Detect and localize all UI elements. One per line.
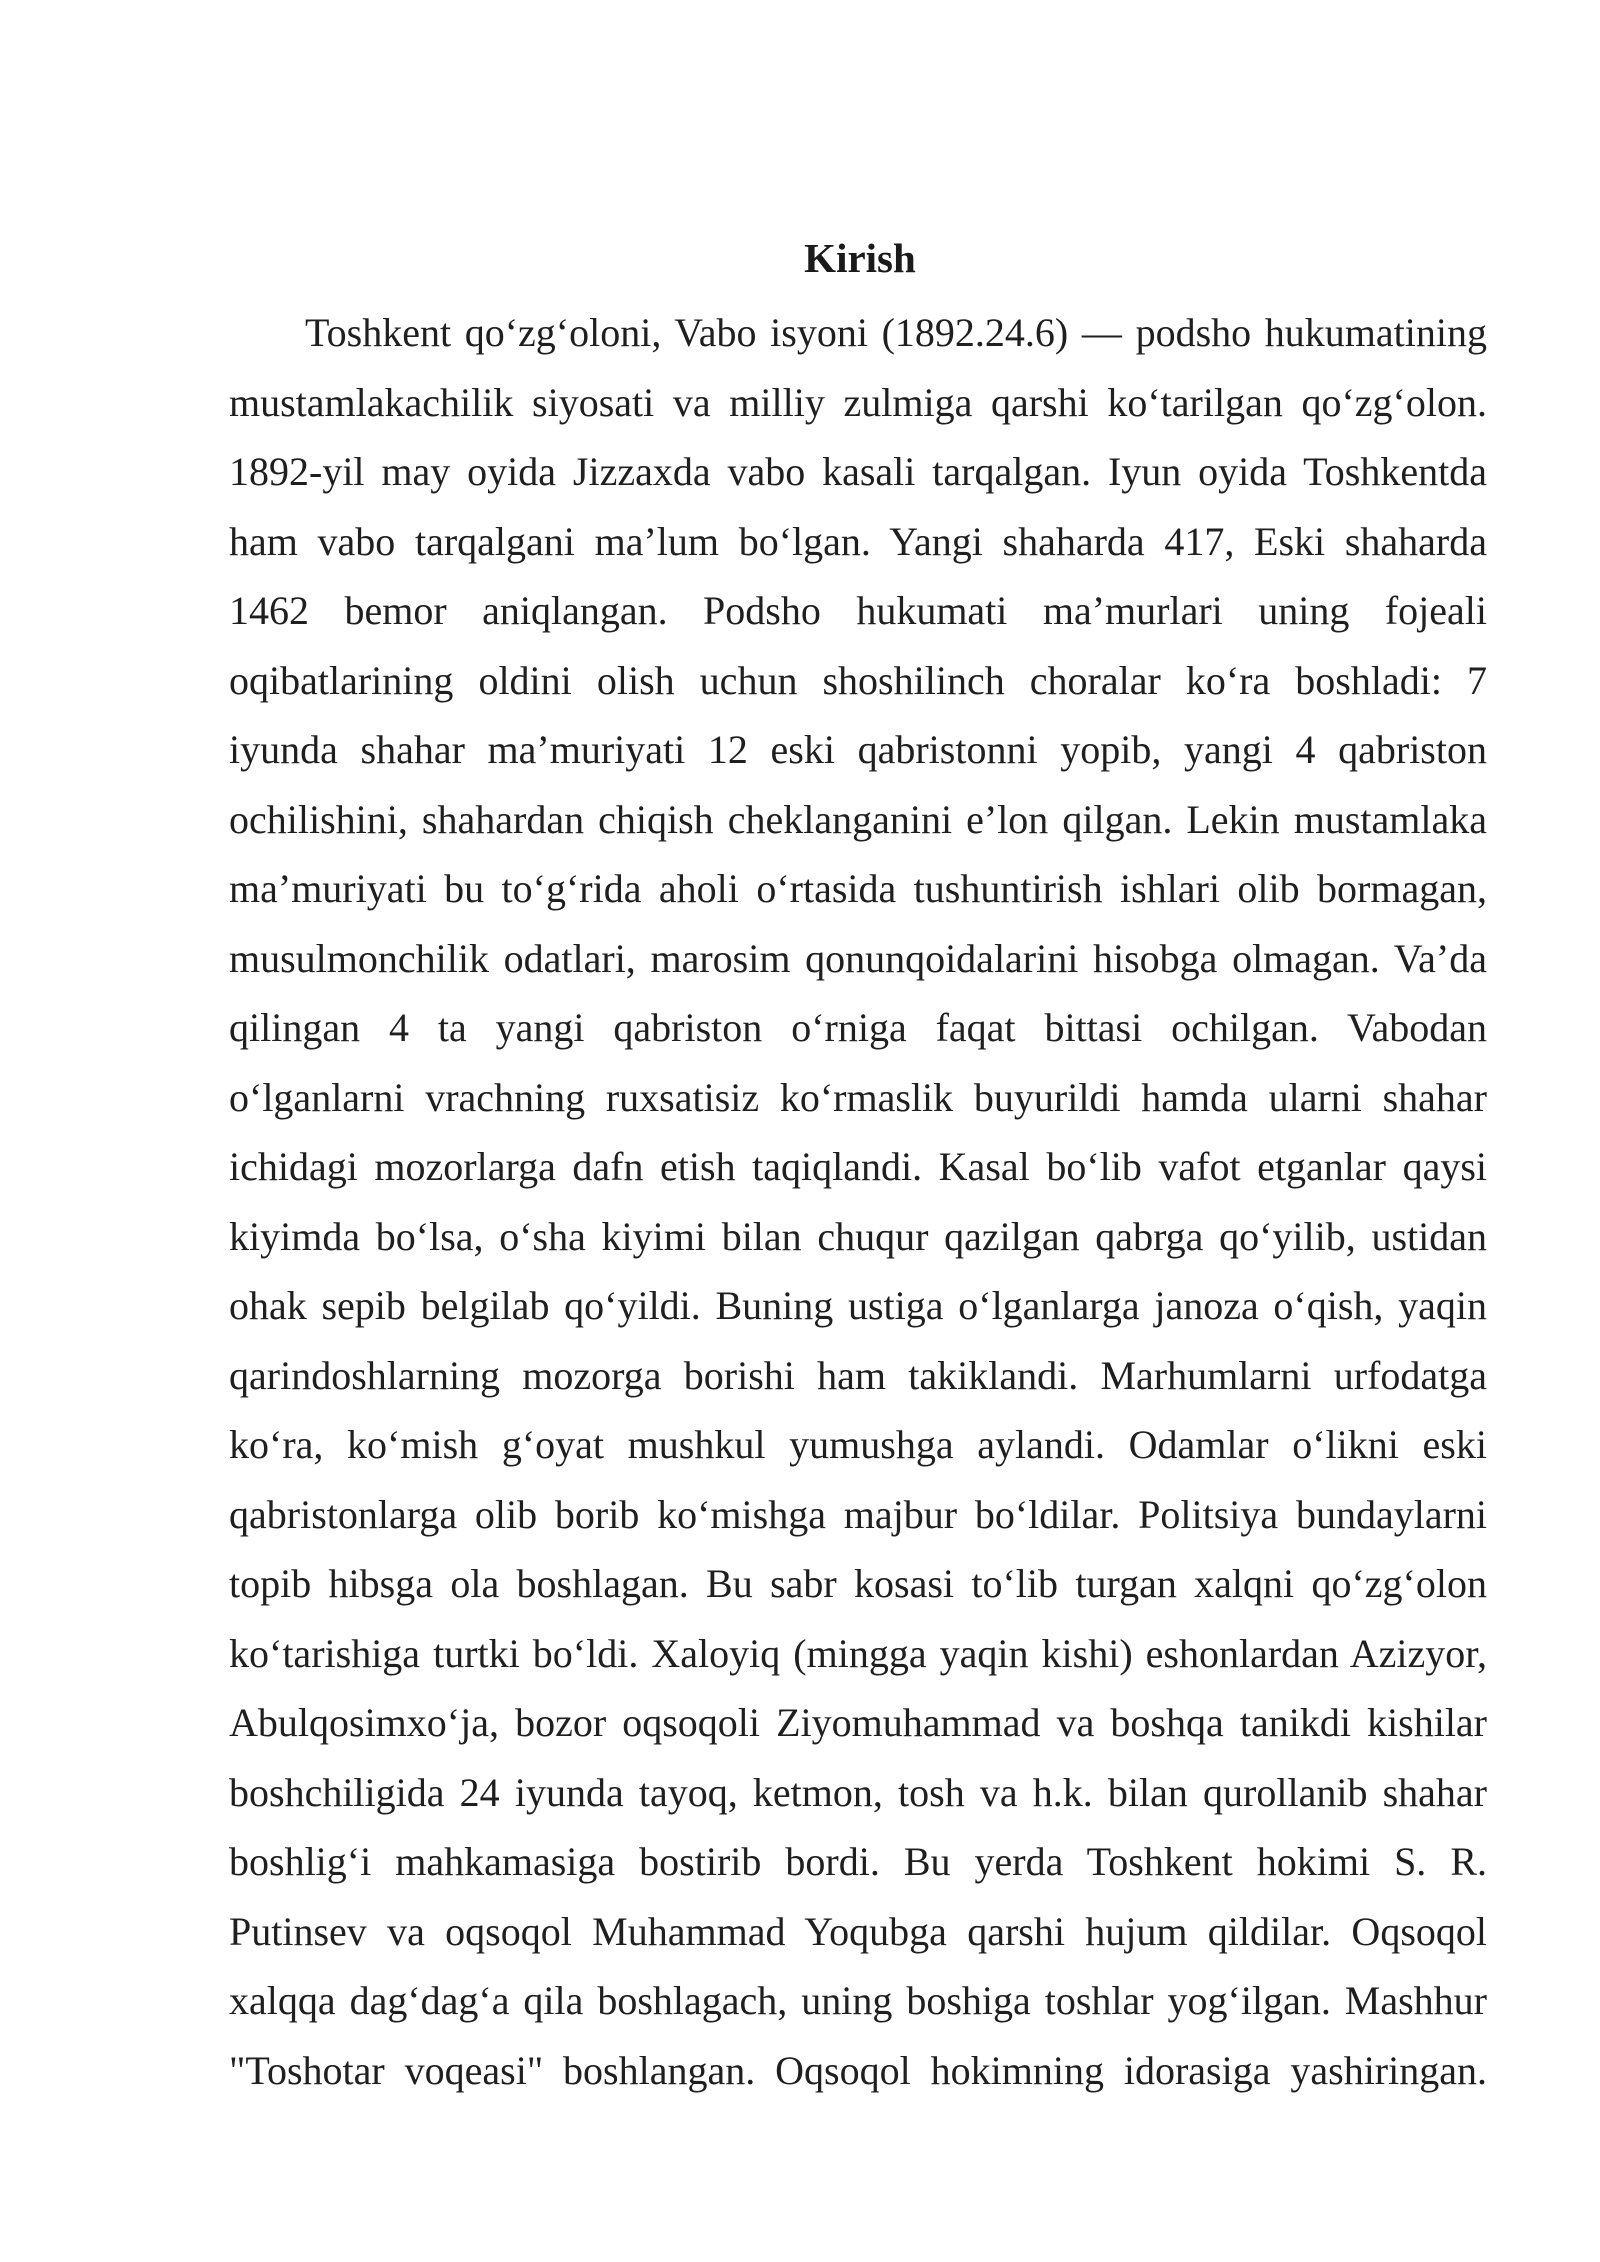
text-line: o‘lganlarni vrachning ruxsatisiz ko‘rmaslik buyurildi hamda ularni shahar: [229, 1074, 1487, 1120]
text-line: topib hibsga ola boshlagan. Bu sabr kosasi to‘lib turgan xalqni qo‘zg‘olon: [229, 1561, 1487, 1606]
text-line: ochilishini, shahardan chiqish cheklanganini e’lon qilgan. Lekin mustamlaka: [229, 796, 1487, 842]
text-line: ichidagi mozorlarga dafn etish taqiqlandi. Kasal bo‘lib vafot etganlar qaysi: [229, 1144, 1487, 1189]
text-line: musulmonchilik odatlari, marosim qonunqoidalarini hisobga olmagan. Va’da: [229, 935, 1487, 981]
text-line: boshchiligida 24 iyunda tayoq, ketmon, tosh va h.k. bilan qurollanib shahar: [229, 1769, 1487, 1815]
text-line: qabristonlarga olib borib ko‘mishga majbur bo‘ldilar. Politsiya bundaylarni: [229, 1491, 1487, 1537]
text-line: ohak sepib belgilab qo‘yildi. Buning ustiga o‘lganlarga janoza o‘qish, yaqin: [229, 1283, 1487, 1328]
text-line: boshlig‘i mahkamasiga bostirib bordi. Bu yerda Toshkent hokimi S. R.: [229, 1839, 1487, 1884]
text-line: ma’muriyati bu to‘g‘rida aholi o‘rtasida tushuntirish ishlari olib bormagan,: [229, 866, 1487, 911]
text-line: oqibatlarining oldini olish uchun shoshilinch choralar ko‘ra boshladi: 7: [229, 657, 1487, 703]
text-line: mustamlakachilik siyosati va milliy zulmiga qarshi ko‘tarilgan qo‘zg‘olon.: [229, 379, 1487, 425]
text-line: "Toshotar voqeasi" boshlangan. Oqsoqol hokimning idorasiga yashiringan.: [229, 2047, 1487, 2093]
text-line: qarindoshlarning mozorga borishi ham takiklandi. Marhumlarni urfodatga: [229, 1352, 1487, 1398]
text-line: ham vabo tarqalgani ma’lum bo‘lgan. Yangi shaharda 417, Eski shaharda: [229, 518, 1487, 564]
text-line: qilingan 4 ta yangi qabriston o‘rniga faqat bittasi ochilgan. Vabodan: [229, 1005, 1487, 1050]
section-heading: Kirish: [804, 235, 916, 281]
text-line: ko‘ra, ko‘mish g‘oyat mushkul yumushga aylandi. Odamlar o‘likni eski: [229, 1422, 1487, 1467]
text-line: ko‘tarishiga turtki bo‘ldi. Xaloyiq (mingga yaqin kishi) eshonlardan Azizyor,: [229, 1630, 1487, 1676]
text-line: 1462 bemor aniqlangan. Podsho hukumati ma’murlari uning fojeali: [229, 588, 1487, 633]
body-paragraph: [229, 298, 1487, 2105]
text-line: 1892-yil may oyida Jizzaxda vabo kasali tarqalgan. Iyun oyida Toshkentda: [229, 449, 1487, 494]
text-line: iyunda shahar ma’muriyati 12 eski qabristonni yopib, yangi 4 qabriston: [229, 727, 1487, 772]
text-line: xalqqa dag‘dag‘a qila boshlagach, uning boshiga toshlar yog‘ilgan. Mashhur: [229, 1978, 1487, 2023]
text-line: kiyimda bo‘lsa, o‘sha kiyimi bilan chuqur qazilgan qabrga qo‘yilib, ustidan: [229, 1213, 1487, 1259]
text-line: Toshkent qo‘zg‘oloni, Vabo isyoni (1892.24.6) — podsho hukumatining: [305, 310, 1487, 355]
text-line: Putinsev va oqsoqol Muhammad Yoqubga qarshi hujum qildilar. Oqsoqol: [229, 1908, 1487, 1954]
text-line: Abulqosimxo‘ja, bozor oqsoqoli Ziyomuhammad va boshqa tanikdi kishilar: [229, 1700, 1487, 1745]
